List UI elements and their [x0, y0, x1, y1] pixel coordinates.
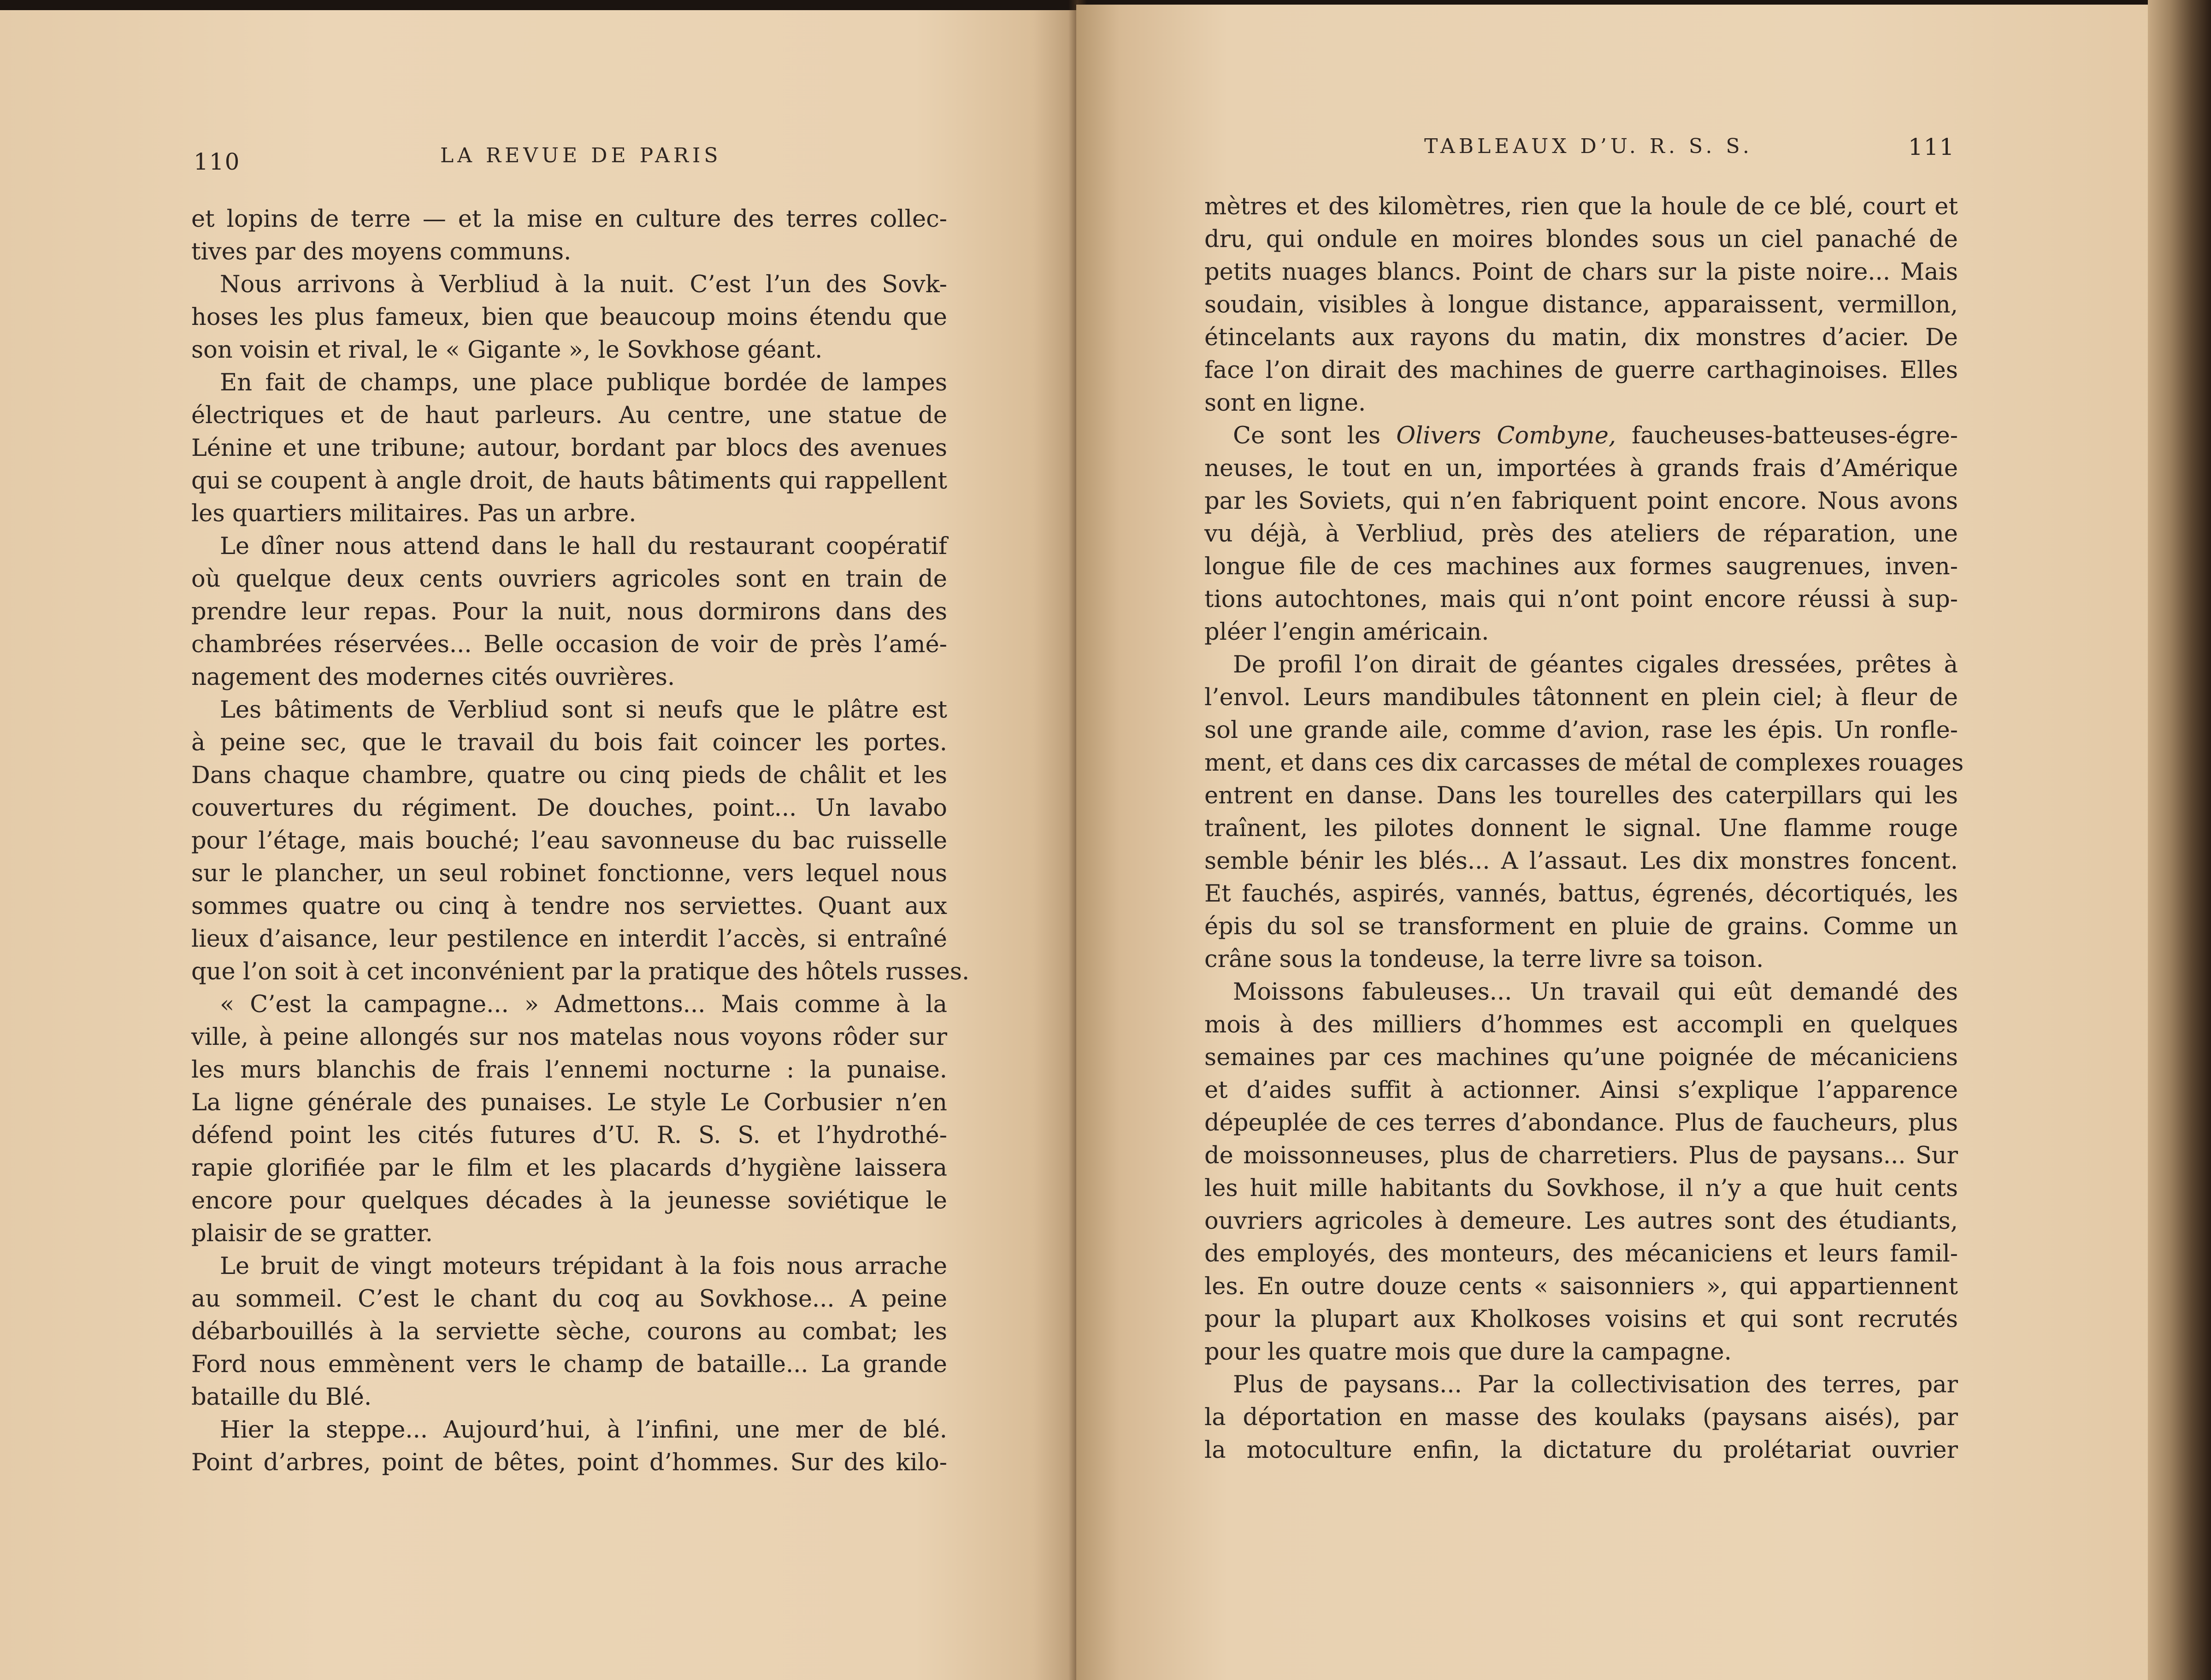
text-line: électriques et de haut parleurs. Au centre, une statue de: [191, 402, 947, 429]
text-line: de moissonneuses, plus de charretiers. Plus de paysans... Sur: [1204, 1142, 1958, 1169]
text-line: ville, à peine allongés sur nos matelas nous voyons rôder sur: [191, 1024, 947, 1051]
text-line: crâne sous la tondeuse, la terre livre sa toison.: [1204, 946, 1764, 973]
text-line: La ligne générale des punaises. Le style Le Corbusier n’en: [191, 1089, 947, 1116]
left-text-block: [191, 203, 970, 1479]
text-line: par les Soviets, qui n’en fabriquent point encore. Nous avons: [1204, 488, 1958, 515]
text-line: En fait de champs, une place publique bordée de lampes: [220, 369, 947, 396]
page-number-right: 111: [1908, 134, 1955, 160]
text-line: Lénine et une tribune; autour, bordant par blocs des avenues: [191, 435, 947, 462]
text-line: les. En outre douze cents « saisonniers », qui appartiennent: [1204, 1273, 1958, 1300]
text-line: les quartiers militaires. Pas un arbre.: [191, 500, 637, 527]
text-line: Dans chaque chambre, quatre ou cinq pieds de châlit et les: [191, 762, 947, 789]
text-line: ment, et dans ces dix carcasses de métal de complexes rouages: [1204, 749, 1964, 777]
text-line: semaines par ces machines qu’une poignée de mécaniciens: [1204, 1044, 1958, 1071]
text-line: Plus de paysans... Par la collectivisation des terres, par: [1233, 1371, 1958, 1398]
text-line: mois à des milliers d’hommes est accompli en quelques: [1204, 1011, 1958, 1038]
text-line: sont en ligne.: [1204, 389, 1366, 417]
text-line: longue file de ces machines aux formes saugrenues, inven-: [1204, 553, 1958, 580]
running-head-left: LA REVUE DE PARIS: [440, 144, 722, 167]
text-line: débarbouillés à la serviette sèche, courons au combat; les: [191, 1318, 947, 1345]
text-line: tions autochtones, mais qui n’ont point encore réussi à sup-: [1204, 586, 1958, 613]
text-line: petits nuages blancs. Point de chars sur la piste noire... Mais: [1204, 259, 1958, 286]
text-line: nagement des modernes cités ouvrières.: [191, 664, 675, 691]
text-line: traînent, les pilotes donnent le signal. Une flamme rouge: [1204, 815, 1958, 842]
text-line: défend point les cités futures d’U. R. S. S. et l’hydrothé-: [191, 1122, 947, 1149]
text-line: épis du sol se transforment en pluie de grains. Comme un: [1204, 913, 1958, 940]
text-line: et lopins de terre — et la mise en culture des terres collec-: [191, 206, 947, 233]
text-line: la motoculture enfin, la dictature du prolétariat ouvrier: [1204, 1437, 1958, 1464]
text-line: et d’aides suffit à actionner. Ainsi s’explique l’apparence: [1204, 1077, 1958, 1104]
text-line: plaisir de se gratter.: [191, 1220, 433, 1247]
page-edges: [2148, 0, 2211, 1680]
text-line: semble bénir les blés... A l’assaut. Les dix monstres foncent.: [1204, 848, 1958, 875]
text-line: pour les quatre mois que dure la campagne.: [1204, 1338, 1732, 1366]
text-line: les murs blanchis de frais l’ennemi nocturne : la punaise.: [191, 1056, 947, 1084]
text-line: étincelants aux rayons du matin, dix monstres d’acier. De: [1204, 324, 1958, 351]
text-line: chambrées réservées... Belle occasion de voir de près l’amé-: [191, 631, 947, 658]
text-line: mètres et des kilomètres, rien que la houle de ce blé, court et: [1204, 193, 1958, 220]
text-line: où quelque deux cents ouvriers agricoles sont en train de: [191, 566, 947, 593]
text-line: prendre leur repas. Pour la nuit, nous dormirons dans des: [191, 598, 947, 625]
text-line: Le dîner nous attend dans le hall du restaurant coopératif: [220, 533, 947, 560]
text-line: pour la plupart aux Kholkoses voisins et qui sont recrutés: [1204, 1306, 1958, 1333]
italic-text-run: Olivers Combyne,: [1396, 422, 1616, 449]
text-line: sol une grande aile, comme d’avion, rase les épis. Un ronfle-: [1204, 717, 1958, 744]
running-head-right: TABLEAUX D’U. R. S. S.: [1424, 135, 1753, 158]
text-line: que l’on soit à cet inconvénient par la pratique des hôtels russes.: [191, 958, 970, 985]
page-number-left: 110: [194, 148, 241, 175]
text-line: la déportation en masse des koulaks (paysans aisés), par: [1204, 1404, 1958, 1431]
text-line: sommes quatre ou cinq à tendre nos serviettes. Quant aux: [191, 893, 947, 920]
text-line: vu déjà, à Verbliud, près des ateliers de réparation, une: [1204, 520, 1958, 548]
text-line: Hier la steppe... Aujourd’hui, à l’infini, une mer de blé.: [220, 1416, 947, 1444]
text-line: Les bâtiments de Verbliud sont si neufs que le plâtre est: [220, 696, 947, 724]
text-line: [1204, 419, 1958, 452]
text-line: pour l’étage, mais bouché; l’eau savonneuse du bac ruisselle: [191, 827, 947, 855]
text-line: Moissons fabuleuses... Un travail qui eût demandé des: [1233, 979, 1958, 1006]
text-line: ouvriers agricoles à demeure. Les autres sont des étudiants,: [1204, 1208, 1958, 1235]
text-line: son voisin et rival, le « Gigante », le Sovkhose géant.: [191, 336, 823, 364]
text-line: à peine sec, que le travail du bois fait coincer les portes.: [191, 729, 947, 756]
text-line: « C’est la campagne... » Admettons... Mais comme à la: [220, 991, 947, 1018]
text-line: couvertures du régiment. De douches, point... Un lavabo: [191, 795, 947, 822]
text-line: Ford nous emmènent vers le champ de bataille... La grande: [191, 1351, 947, 1378]
text-line: Et fauchés, aspirés, vannés, battus, égrenés, décortiqués, les: [1204, 880, 1958, 908]
right-page: [1076, 5, 2159, 1680]
text-line: Nous arrivons à Verbliud à la nuit. C’est l’un des Sovk-: [220, 271, 947, 298]
text-line: au sommeil. C’est le chant du coq au Sovkhose... A peine: [191, 1285, 947, 1313]
text-line: bataille du Blé.: [191, 1384, 372, 1411]
text-line: encore pour quelques décades à la jeunesse soviétique le: [191, 1187, 947, 1214]
text-line: neuses, le tout en un, importées à grands frais d’Amérique: [1204, 455, 1958, 482]
text-line: Le bruit de vingt moteurs trépidant à la fois nous arrache: [220, 1253, 947, 1280]
text-line: sur le plancher, un seul robinet fonctionne, vers lequel nous: [191, 860, 947, 887]
text-line: Point d’arbres, point de bêtes, point d’hommes. Sur des kilo-: [191, 1449, 947, 1476]
text-line: dépeuplée de ces terres d’abondance. Plus de faucheurs, plus: [1204, 1109, 1958, 1137]
text-line: face l’on dirait des machines de guerre carthaginoises. Elles: [1204, 357, 1958, 384]
text-run: Ce sont les: [1233, 422, 1397, 449]
text-line: pléer l’engin américain.: [1204, 619, 1489, 646]
text-line: des employés, des monteurs, des mécaniciens et leurs famil-: [1204, 1240, 1958, 1267]
text-line: De profil l’on dirait de géantes cigales dressées, prêtes à: [1233, 651, 1958, 678]
text-line: les huit mille habitants du Sovkhose, il n’y a que huit cents: [1204, 1175, 1958, 1202]
text-line: soudain, visibles à longue distance, apparaissent, vermillon,: [1204, 291, 1958, 318]
text-line: l’envol. Leurs mandibules tâtonnent en plein ciel; à fleur de: [1204, 684, 1958, 711]
text-run: faucheuses-batteuses-égre-: [1616, 422, 1958, 449]
right-text-block: [1204, 190, 1964, 1467]
left-page: [0, 10, 1076, 1680]
text-line: hoses les plus fameux, bien que beaucoup moins étendu que: [191, 304, 947, 331]
text-line: qui se coupent à angle droit, de hauts bâtiments qui rappellent: [191, 467, 947, 495]
text-line: entrent en danse. Dans les tourelles des caterpillars qui les: [1204, 782, 1958, 809]
text-line: rapie glorifiée par le film et les placards d’hygiène laissera: [191, 1155, 947, 1182]
text-line: lieux d’aisance, leur pestilence en interdit l’accès, si entraîné: [191, 925, 947, 953]
text-line: dru, qui ondule en moires blondes sous un ciel panaché de: [1204, 226, 1958, 253]
text-line: tives par des moyens communs.: [191, 238, 572, 265]
